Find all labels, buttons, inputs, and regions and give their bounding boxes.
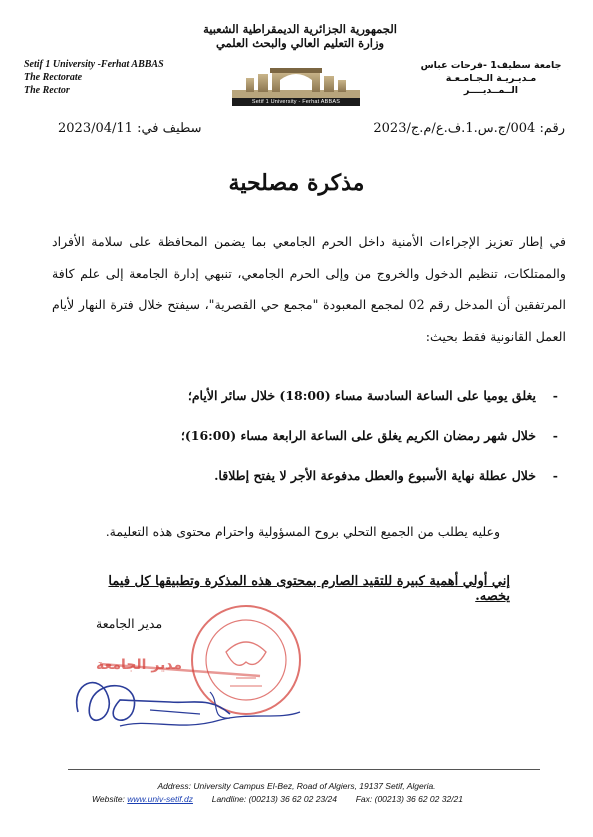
rectangular-stamp-text: مدير الجامعة xyxy=(96,657,183,673)
bullet-marker: - xyxy=(552,428,558,443)
list-item xyxy=(58,386,558,406)
bullet-list xyxy=(58,386,558,506)
footer-contact xyxy=(92,794,463,804)
footer-address: Address: University Campus El-Bez, Road of Algiers, 19137 Setif, Algeria. xyxy=(157,781,436,791)
bullet-marker: - xyxy=(552,468,558,483)
header-rectorate: The Rectorate xyxy=(24,72,83,83)
header-ministry-line: وزارة التعليم العالي والبحث العلمي xyxy=(215,36,385,50)
header-director-ar: الــمــديــــر xyxy=(463,85,519,96)
header-directorate-ar: مـديـريـة الـجـامـعـة xyxy=(445,72,537,84)
reference-number: رقم: 004/ج.س.1.ف.ع/م.ج/2023 xyxy=(373,121,565,136)
header-republic-line: الجمهورية الجزائرية الديمقراطية الشعبية xyxy=(203,22,397,36)
closing-sentence: وعليه يطلب من الجميع التحلي بروح المسؤولية واحترام محتوى هذه التعليمة. xyxy=(105,524,500,539)
website-link[interactable]: www.univ-setif.dz xyxy=(127,794,193,804)
fax: Fax: (00213) 36 62 02 32/21 xyxy=(355,794,463,804)
landline: Landline: (00213) 36 62 02 23/24 xyxy=(211,794,337,804)
logo-caption: Setif 1 University - Ferhat ABBAS xyxy=(232,98,360,106)
footer-divider xyxy=(68,769,540,770)
bullet-text: خلال شهر رمضان الكريم يغلق على الساعة الرابعة مساء (16:00)؛ xyxy=(180,428,536,443)
list-item xyxy=(58,466,558,486)
header-rector: The Rector xyxy=(24,85,70,96)
bullet-text: خلال عطلة نهاية الأسبوع والعطل مدفوعة الأجر لا يفتح إطلاقا. xyxy=(214,468,536,483)
header-english-block xyxy=(24,58,164,97)
page-title: مذكرة مصلحية xyxy=(228,170,365,196)
header-arabic-block xyxy=(411,60,571,98)
website-label: Website: xyxy=(92,794,125,804)
signature-title: مدير الجامعة xyxy=(96,616,163,631)
body-paragraph: في إطار تعزيز الإجراءات الأمنية داخل الحرم الجامعي بما يضمن المحافظة على سلامة الأفراد والممتلكات، تنظيم الدخول والخروج من وإلى الحرم الجامعي، تنبهي إدارة الجامعة إلى علم كافة المرتفقين أن المدخل رقم 02 لمجمع المعبودة "مجمع حي القصرية"، سيفتح خلال فترة النهار لأيام العمل القانونية فقط بحيث: xyxy=(52,234,566,344)
bullet-text: يغلق يوميا على الساعة السادسة مساء (18:00) خلال سائر الأيام؛ xyxy=(187,388,536,403)
bullet-marker: - xyxy=(552,388,558,403)
header-university-name: Setif 1 University -Ferhat ABBAS xyxy=(24,59,164,70)
date-line: سطيف في: 2023/04/11 xyxy=(58,121,202,136)
list-item xyxy=(58,426,558,446)
header-ministry-block xyxy=(150,22,450,50)
header-university-name-ar: جامعة سطيف1 -فرحات عباس xyxy=(420,60,562,71)
emphasis-sentence: إني أولي أهمية كبيرة للتقيد الصارم بمحتوى هذه المذكرة وتطبيقها كل فيما يخصه. xyxy=(108,574,510,604)
